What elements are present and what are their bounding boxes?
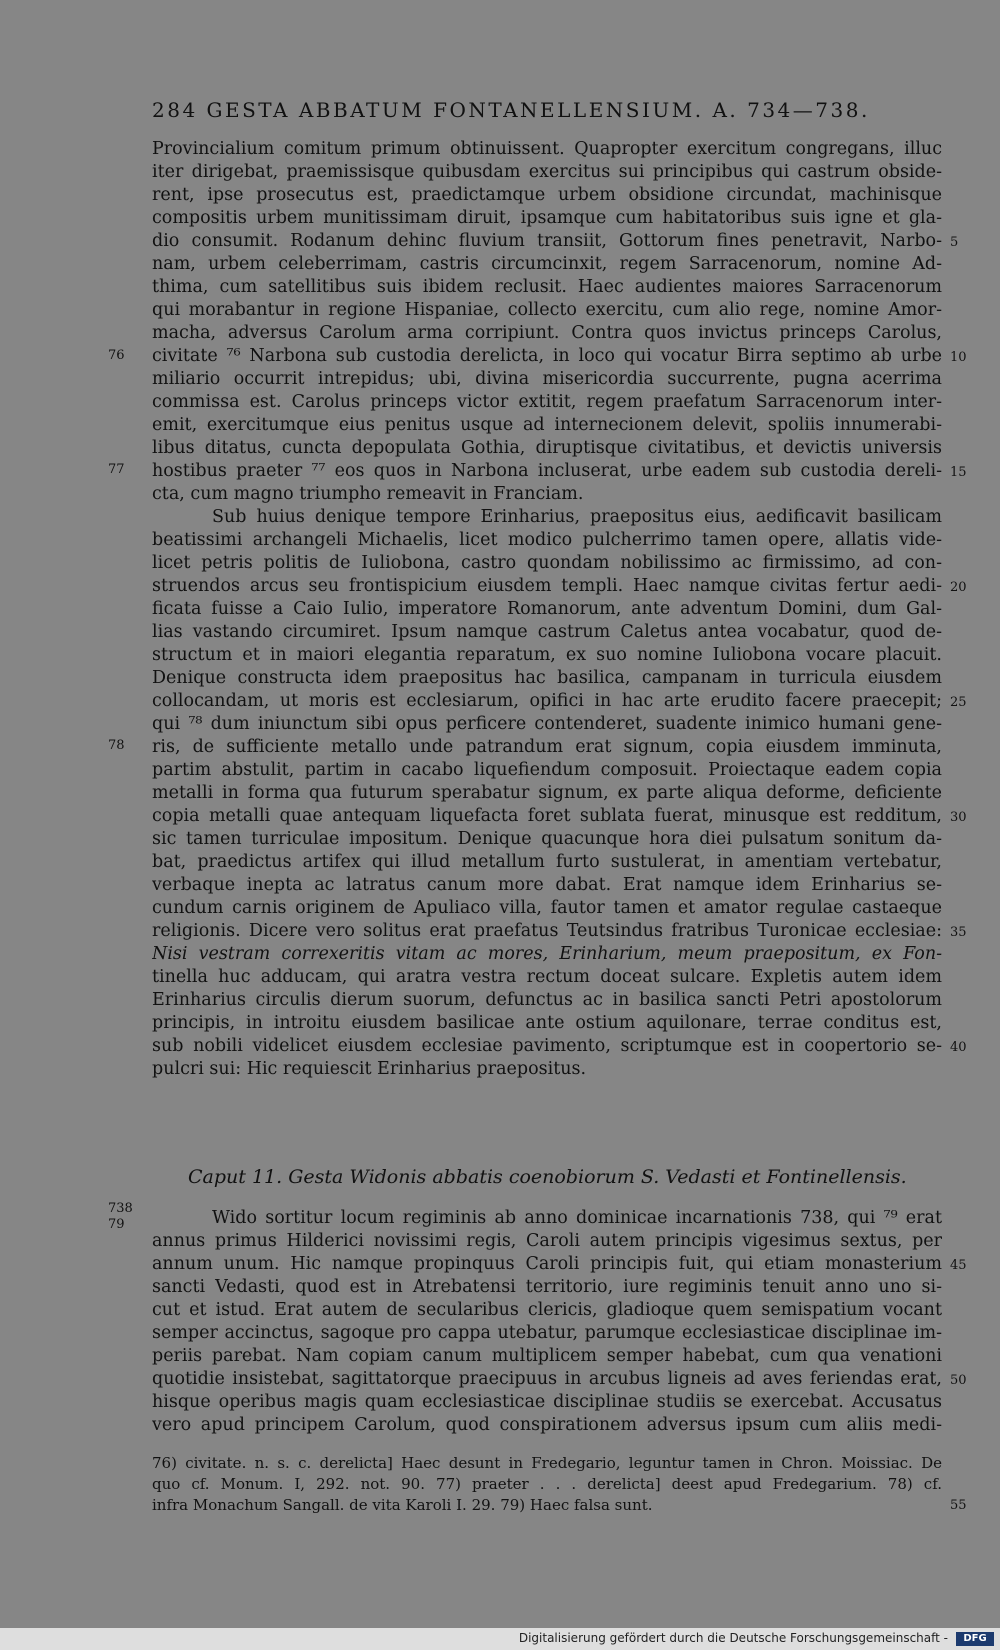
funding-notice: Digitalisierung gefördert durch die Deutsche Forschungsgemeinschaft -: [518, 1631, 948, 1645]
margin-year: 738: [108, 1201, 133, 1216]
text-line: beatissimi archangeli Michaelis, licet modico pulcherrimo tamen opere, allatis vide-: [152, 530, 942, 550]
text-line: dio consumit. Rodanum dehinc fluvium transiit, Gottorum fines penetravit, Narbo-: [152, 231, 942, 251]
text-line: copia metalli quae antequam liquefacta foret sublata fuerat, minusque est redditum,: [152, 806, 942, 826]
text-line: cundum carnis originem de Apuliaco villa, fautor tamen et amator regulae castaeque: [152, 898, 942, 918]
text-line: collocandam, ut moris est ecclesiarum, opifici in hac arte erudito facere praecepit;: [152, 691, 942, 711]
text-line: thima, cum satellitibus suis ibidem reclusit. Haec audientes maiores Sarracenorum: [152, 277, 942, 297]
text-line: nam, urbem celeberrimam, castris circumcinxit, regem Sarracenorum, nomine Ad-: [152, 254, 942, 274]
text-line: Sub huius denique tempore Erinharius, praepositus eius, aedificavit basilicam: [212, 507, 942, 527]
line-number: 45: [950, 1258, 967, 1273]
digitization-footer: [0, 1628, 1000, 1650]
text-line: quotidie insistebat, sagittatorque praecipuus in arcubus ligneis ad aves feriendas erat,: [152, 1369, 942, 1389]
text-line: semper accinctus, sagoque pro cappa utebatur, parumque ecclesiasticae disciplinae im-: [152, 1323, 942, 1343]
text-line: tinella huc adducam, qui aratra vestra rectum doceat sulcare. Expletis autem idem: [152, 967, 942, 987]
text-line: sancti Vedasti, quod est in Atrebatensi territorio, iure regiminis tenuit anno uno si-: [152, 1277, 942, 1297]
line-number: 30: [950, 810, 967, 825]
line-number: 50: [950, 1373, 967, 1388]
text-line: iter dirigebat, praemissisque quibusdam exercitus sui principibus qui castrum obside-: [152, 162, 942, 182]
text-line: Nisi vestram correxeritis vitam ac mores, Erinharium, meum praepositum, ex Fon-: [152, 944, 942, 964]
margin-note-number: 78: [108, 738, 125, 753]
text-line: verbaque inepta ac latratus canum more dabat. Erat namque idem Erinharius se-: [152, 875, 942, 895]
text-line: qui ⁷⁸ dum iniunctum sibi opus perficere contenderet, suadente inimico humani gene-: [152, 714, 942, 734]
text-line: annum unum. Hic namque propinquus Caroli principis fuit, qui etiam monasterium: [152, 1254, 942, 1274]
text-line: bat, praedictus artifex qui illud metallum furto sustulerat, in amentiam vertebatur,: [152, 852, 942, 872]
text-line: partim abstulit, partim in cacabo liquefiendum composuit. Proiectaque eadem copia: [152, 760, 942, 780]
text-line: miliario occurrit intrepidus; ubi, divina misericordia succurrente, pugna acerrima: [152, 369, 942, 389]
text-line: sic tamen turriculae impositum. Denique quacunque hora diei pulsatum sonitum da-: [152, 829, 942, 849]
text-line: vero apud principem Carolum, quod conspirationem adversus ipsum cum aliis medi-: [152, 1415, 942, 1435]
line-number: 20: [950, 580, 967, 595]
footnote-line: quo cf. Monum. I, 292. not. 90. 77) praeter . . . derelicta] deest apud Fredegarium. 78) cf.: [152, 1475, 942, 1493]
line-number: 55: [950, 1498, 967, 1513]
chapter-heading: Caput 11. Gesta Widonis abbatis coenobiorum S. Vedasti et Fontinellensis.: [188, 1166, 907, 1188]
text-line: emit, exercitumque eius penitus usque ad internecionem delevit, spoliis innumerabi-: [152, 415, 942, 435]
text-line: sub nobili videlicet eiusdem ecclesiae pavimento, scriptumque est in coopertorio se-: [152, 1036, 942, 1056]
text-line: Denique constructa idem praepositus hac basilica, campanam in turricula eiusdem: [152, 668, 942, 688]
text-line: pulcri sui: Hic requiescit Erinharius praepositus.: [152, 1059, 587, 1079]
text-line: compositis urbem munitissimam diruit, ipsamque cum habitatoribus suis igne et gla-: [152, 208, 942, 228]
text-line: cta, cum magno triumpho remeavit in Franciam.: [152, 484, 584, 504]
text-line: religionis. Dicere vero solitus erat praefatus Teutsindus fratribus Turonicae ecclesiae:: [152, 921, 942, 941]
text-line: commissa est. Carolus princeps victor extitit, regem praefatum Sarracenorum inter-: [152, 392, 942, 412]
margin-note-number: 79: [108, 1217, 125, 1232]
line-number: 35: [950, 925, 967, 940]
text-line: Erinharius circulis dierum suorum, defunctus ac in basilica sancti Petri apostolorum: [152, 990, 942, 1010]
line-number: 10: [950, 350, 967, 365]
text-line: periis parebat. Nam copiam canum multiplicem semper habebat, cum qua venationi: [152, 1346, 942, 1366]
text-line: civitate ⁷⁶ Narbona sub custodia derelicta, in loco qui vocatur Birra septimo ab urbe: [152, 346, 942, 366]
margin-note-number: 77: [108, 462, 125, 477]
running-header: 284 GESTA ABBATUM FONTANELLENSIUM. A. 734—738.: [152, 98, 870, 122]
text-line: hostibus praeter ⁷⁷ eos quos in Narbona incluserat, urbe eadem sub custodia dereli-: [152, 461, 942, 481]
text-line: macha, adversus Carolum arma corripiunt. Contra quos invictus princeps Carolus,: [152, 323, 942, 343]
text-line: qui morabantur in regione Hispaniae, collecto exercitu, cum alio rege, nomine Amor-: [152, 300, 942, 320]
text-line: cut et istud. Erat autem de secularibus clericis, gladioque quem semispatium vocant: [152, 1300, 942, 1320]
line-number: 25: [950, 695, 967, 710]
text-line: ficata fuisse a Caio Iulio, imperatore Romanorum, ante adventum Domini, dum Gal-: [152, 599, 942, 619]
text-line: libus ditatus, cuncta depopulata Gothia, diruptisque civitatibus, et devictis universis: [152, 438, 942, 458]
text-line: Wido sortitur locum regiminis ab anno dominicae incarnationis 738, qui ⁷⁹ erat: [212, 1208, 942, 1228]
footnote-line: 76) civitate. n. s. c. derelicta] Haec desunt in Fredegario, leguntur tamen in Chron. Moissiac. De: [152, 1454, 942, 1472]
text-line: ris, de sufficiente metallo unde patrandum erat signum, copia eiusdem imminuta,: [152, 737, 942, 757]
dfg-logo[interactable]: DFG: [956, 1632, 994, 1646]
line-number: 40: [950, 1040, 967, 1055]
text-line: principis, in introitu eiusdem basilicae ante ostium aquilonare, terrae conditus est,: [152, 1013, 942, 1033]
line-number: 15: [950, 465, 967, 480]
text-line: structum et in maiori elegantia reparatum, ex suo nomine Iuliobona vocare placuit.: [152, 645, 942, 665]
margin-note-number: 76: [108, 348, 125, 363]
text-line: Provincialium comitum primum obtinuissent. Quapropter exercitum congregans, illuc: [152, 139, 942, 159]
footnote-line: infra Monachum Sangall. de vita Karoli I. 29. 79) Haec falsa sunt.: [152, 1496, 653, 1514]
line-number: 5: [950, 235, 959, 250]
text-line: lias vastando circumiret. Ipsum namque castrum Caletus antea vocabatur, quod de-: [152, 622, 942, 642]
text-line: hisque operibus magis quam ecclesiasticae disciplinae studiis se exercebat. Accusatus: [152, 1392, 942, 1412]
text-line: struendos arcus seu frontispicium eiusdem templi. Haec namque civitas fertur aedi-: [152, 576, 942, 596]
text-line: licet petris politis de Iuliobona, castro quondam nobilissimo ac firmissimo, ad con-: [152, 553, 942, 573]
text-line: metalli in forma qua futurum sperabatur signum, ex parte aliqua deforme, deficiente: [152, 783, 942, 803]
text-line: annus primus Hilderici novissimi regis, Caroli autem principis vigesimus sextus, per: [152, 1231, 942, 1251]
text-line: rent, ipse prosecutus est, praedictamque urbem obsidione circundat, machinisque: [152, 185, 942, 205]
